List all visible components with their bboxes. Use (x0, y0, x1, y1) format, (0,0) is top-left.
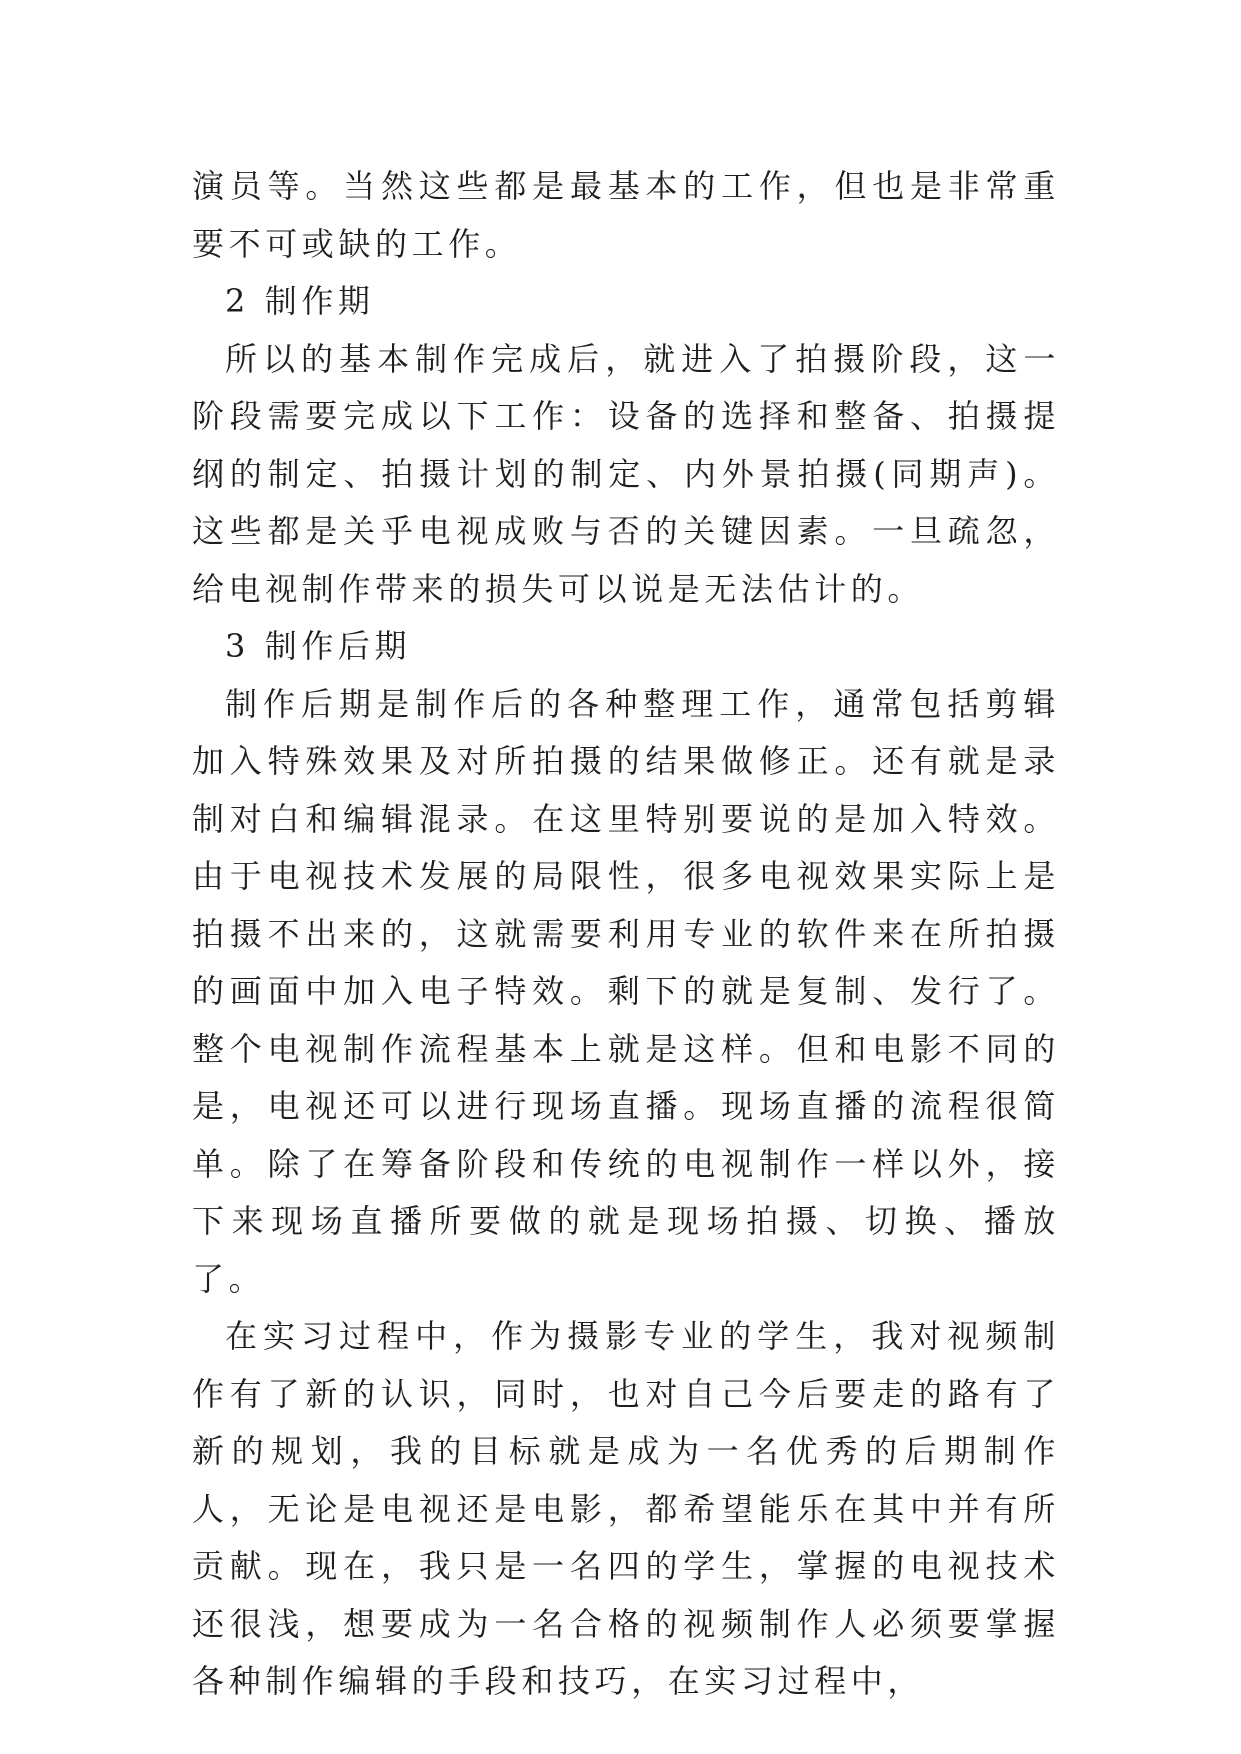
section-heading-post-production: 3 制作后期 (225, 627, 412, 665)
paragraph-continuation: 演员等。当然这些都是最基本的工作，但也是非常重要不可或缺的工作。 (192, 167, 1060, 263)
document-body (192, 158, 1060, 1711)
section-heading-production: 2 制作期 (225, 282, 375, 320)
paragraph-post-production: 制作后期是制作后的各种整理工作，通常包括剪辑加入特殊效果及对所拍摄的结果做修正。还有就是录制对白和编辑混录。在这里特别要说的是加入特效。由于电视技术发展的局限性，很多电视效果实际上是拍摄不出来的，这就需要利用专业的软件来在所拍摄的画面中加入电子特效。剩下的就是复制、发行了。整个电视制作流程基本上就是这样。但和电影不同的是，电视还可以进行现场直播。现场直播的流程很简单。除了在筹备阶段和传统的电视制作一样以外，接下来现场直播所要做的就是现场拍摄、切换、播放了。 (192, 684, 1060, 1298)
paragraph-internship-reflection: 在实习过程中，作为摄影专业的学生，我对视频制作有了新的认识，同时，也对自己今后要走的路有了新的规划，我的目标就是成为一名优秀的后期制作人，无论是电视还是电影，都希望能乐在其中并有所贡献。现在，我只是一名四的学生，掌握的电视技术还很浅，想要成为一名合格的视频制作人必须要掌握各种制作编辑的手段和技巧，在实习过程中， (192, 1317, 1060, 1700)
paragraph-production: 所以的基本制作完成后，就进入了拍摄阶段，这一阶段需要完成以下工作：设备的选择和整备、拍摄提纲的制定、拍摄计划的制定、内外景拍摄(同期声)。这些都是关乎电视成败与否的关键因素。一旦疏忽，给电视制作带来的损失可以说是无法估计的。 (192, 339, 1060, 608)
